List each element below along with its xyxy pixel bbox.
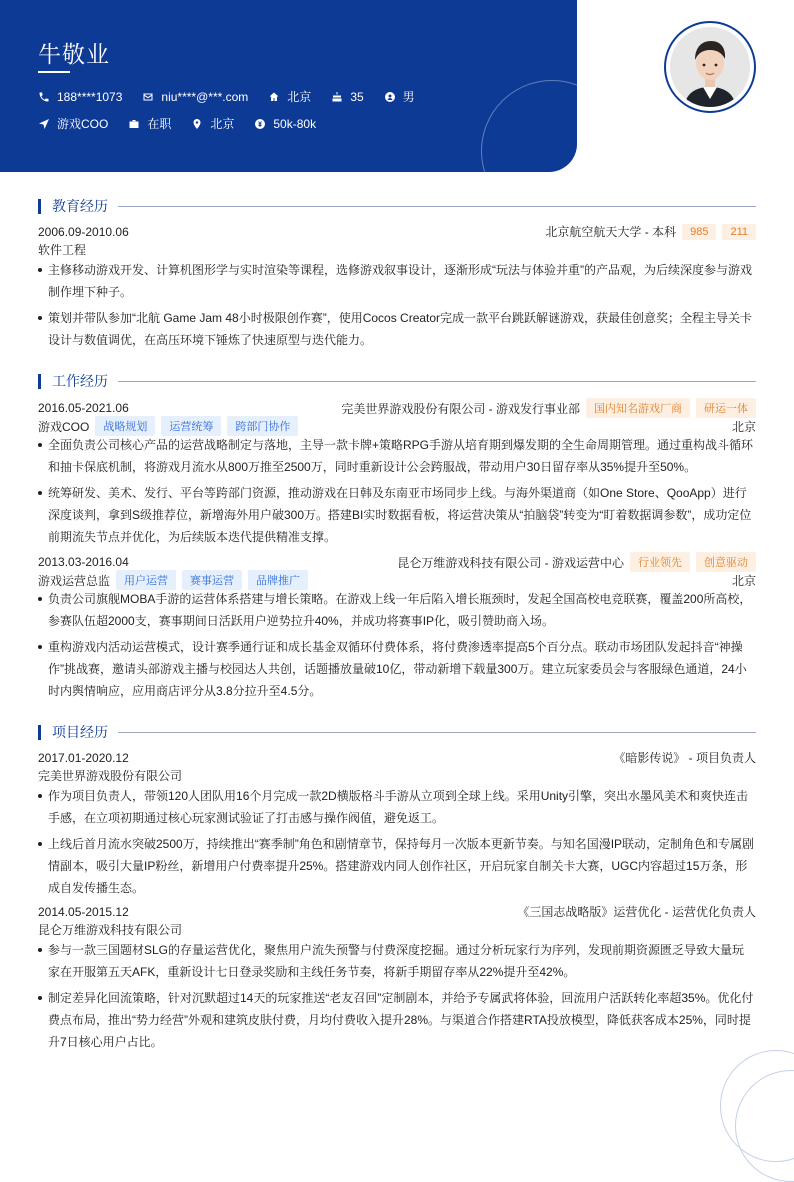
section-title-text: 工作经历 — [52, 373, 108, 389]
phone-text: 188****1073 — [57, 89, 123, 104]
project-company-row — [38, 767, 756, 784]
job-location: 北京 — [731, 573, 756, 588]
salary-text: 50k-80k — [273, 116, 317, 131]
city-text: 北京 — [287, 90, 312, 104]
role-tag: 用户运营 — [116, 570, 176, 590]
age-text: 35 — [350, 89, 364, 104]
company-tag: 研运一体 — [696, 398, 756, 418]
phone-icon — [38, 91, 50, 103]
title-divider — [118, 206, 756, 207]
job-bullet: 全面负责公司核心产品的运营战略制定与落地，主导一款卡牌+策略RPG手游从培育期到爆发期的全生命周期管理。通过重构战斗循环和抽卡保底机制，将游戏月流水从800万推至2500万，同时重新设计公会跨服战，带动用户30日留存率从35%提升至50%。 — [38, 434, 756, 478]
project-bullet: 制定差异化回流策略，针对沉默超过14天的玩家推送“老友召回”定制剧本，并给予专属武将体验，回流用户活跃转化率超35%。优化付费点布局，推出“势力经营”外观和建筑皮肤付费，月均付费收入提升28%。与渠道合作搭建RTA投放模型，降低获客成本25%，同时提升7日核心用户占比。 — [38, 987, 756, 1053]
role-tag: 赛事运营 — [182, 570, 242, 590]
role-tag: 战略规划 — [95, 416, 155, 436]
job-text: 游戏COO — [57, 117, 109, 131]
location-pin-icon — [191, 118, 203, 130]
job-date: 2016.05-2021.06 — [38, 401, 129, 415]
school-name: 北京航空航天大学 - 本科 — [545, 225, 677, 239]
project-company: 完美世界游戏股份有限公司 — [38, 769, 183, 783]
project-company-row — [38, 921, 756, 938]
education-header-row — [38, 223, 756, 240]
school-tag: 985 — [682, 224, 716, 240]
company-tag: 创意驱动 — [696, 552, 756, 572]
avatar-frame — [664, 21, 756, 113]
project-name: 《三国志战略版》运营优化 - 运营优化负责人 — [517, 905, 756, 919]
status-text: 在职 — [147, 117, 172, 131]
title-bar — [38, 725, 41, 740]
project-date: 2017.01-2020.12 — [38, 750, 129, 765]
project-header-row — [38, 903, 756, 920]
section-title-text: 项目经历 — [52, 724, 108, 740]
section-title-work — [38, 371, 756, 391]
status-item — [128, 115, 171, 132]
email-text: niu****@***.com — [161, 89, 249, 104]
project-company: 昆仑万维游戏科技有限公司 — [38, 923, 183, 937]
job-item — [38, 115, 108, 132]
target-city-text: 北京 — [210, 117, 235, 131]
decorative-ring — [481, 80, 577, 172]
school-tag: 211 — [722, 224, 756, 240]
role-row — [38, 570, 756, 590]
name-underline — [38, 71, 70, 73]
company-tag: 行业领先 — [630, 552, 690, 572]
salary-item — [254, 117, 316, 131]
title-bar — [38, 199, 41, 214]
section-title-text: 教育经历 — [52, 198, 108, 214]
major-text: 软件工程 — [38, 243, 87, 257]
company-name: 昆仑万维游戏科技有限公司 - 游戏运营中心 — [397, 555, 624, 570]
briefcase-icon — [128, 118, 140, 130]
job-date: 2013.03-2016.04 — [38, 555, 129, 569]
job-intent-row — [38, 115, 336, 132]
role-title: 游戏COO — [38, 419, 90, 434]
role-tag: 品牌推广 — [248, 570, 308, 590]
job-bullet: 统筹研发、美术、发行、平台等跨部门资源，推动游戏在日韩及东南亚市场同步上线。与海外渠道商（如One Store、QooApp）进行深度谈判，拿到S级推荐位，新增海外用户破300万。搭建BI实时数据看板，将运营决策从“拍脑袋”转变为“盯着数据调参数”，成功定位前期流失节点并优化，为后续版本迭代提供精准支撑。 — [38, 482, 756, 548]
project-bullet: 上线后首月流水突破2500万，持续推出“赛季制”角色和剧情章节，保持每月一次版本更新节奏。与知名国漫IP联动，定制角色和专属剧情副本，吸引大量IP粉丝，新增用户付费率提升25%。搭建游戏内同人创作社区，开启玩家自制关卡大赛，UGC内容超过15万条，形成自发传播生态。 — [38, 833, 756, 899]
target-city-item — [191, 115, 234, 132]
city-item — [268, 88, 311, 105]
project-name: 《暗影传说》 - 项目负责人 — [613, 751, 756, 765]
job-bullet: 负责公司旗舰MOBA手游的运营体系搭建与增长策略。在游戏上线一年后陷入增长瓶颈时，发起全国高校电竞联赛，覆盖200所高校，参赛队伍超2000支，赛事期间日活跃用户逆势拉升40%，并成功将赛事IP化，吸引赞助商入场。 — [38, 588, 756, 632]
phone-item — [38, 90, 122, 104]
header-banner — [0, 0, 577, 172]
mail-icon — [142, 91, 154, 103]
money-icon — [254, 118, 266, 130]
send-icon — [38, 118, 50, 130]
gender-item — [384, 88, 415, 105]
major-row — [38, 241, 756, 258]
education-date: 2006.09-2010.06 — [38, 224, 129, 239]
role-row — [38, 416, 756, 436]
avatar — [670, 27, 750, 107]
email-item — [142, 90, 248, 104]
job-location: 北京 — [731, 419, 756, 434]
role-tag: 跨部门协作 — [227, 416, 298, 436]
contact-row — [38, 88, 435, 105]
education-bullet: 策划并带队参加“北航 Game Jam 48小时极限创作赛”，使用Cocos Creator完成一款平台跳跃解谜游戏，获最佳创意奖；全程主导关卡设计与数值调优，在高压环境下锤炼了快速原型与迭代能力。 — [38, 307, 756, 351]
job-header-row — [38, 398, 756, 418]
company-name: 完美世界游戏股份有限公司 - 游戏发行事业部 — [341, 401, 580, 416]
section-title-projects — [38, 722, 756, 742]
role-tag: 运营统筹 — [161, 416, 221, 436]
section-title-education — [38, 196, 756, 216]
project-header-row — [38, 749, 756, 766]
project-bullet: 参与一款三国题材SLG的存量运营优化，聚焦用户流失预警与付费深度挖掘。通过分析玩家行为序列，发现前期资源匮乏导致大量玩家在开服第五天AFK，重新设计七日登录奖励和主线任务节奏，将新手期留存率从22%提升至42%。 — [38, 939, 756, 983]
education-bullet: 主修移动游戏开发、计算机图形学与实时渲染等课程，选修游戏叙事设计，逐渐形成“玩法与体验并重”的产品观，为后续深度参与游戏制作埋下种子。 — [38, 259, 756, 303]
cake-icon — [331, 91, 343, 103]
gender-icon — [384, 91, 396, 103]
role-title: 游戏运营总监 — [38, 573, 111, 588]
home-icon — [268, 91, 280, 103]
company-tag: 国内知名游戏厂商 — [586, 398, 690, 418]
job-bullet: 重构游戏内活动运营模式，设计赛季通行证和成长基金双循环付费体系，将付费渗透率提高5个百分点。联动市场团队发起抖音“神操作”挑战赛，邀请头部游戏主播与校园达人共创，话题播放量破10亿，带动新增下载量300万。建立玩家委员会与客服绿色通道，24小时内舆情响应，应用商店评分从3.8分拉升至4.5分。 — [38, 636, 756, 702]
title-bar — [38, 374, 41, 389]
project-date: 2014.05-2015.12 — [38, 904, 129, 919]
title-divider — [118, 732, 756, 733]
candidate-name: 牛敬业 — [38, 41, 110, 67]
age-item — [331, 90, 363, 104]
project-bullet: 作为项目负责人，带领120人团队用16个月完成一款2D横版格斗手游从立项到全球上线。采用Unity引擎，突出水墨风美术和爽快连击手感，在立项初期通过核心玩家测试验证了打击感与操作阀值，避免返工。 — [38, 785, 756, 829]
job-header-row — [38, 552, 756, 572]
title-divider — [118, 381, 756, 382]
gender-text: 男 — [402, 90, 415, 104]
